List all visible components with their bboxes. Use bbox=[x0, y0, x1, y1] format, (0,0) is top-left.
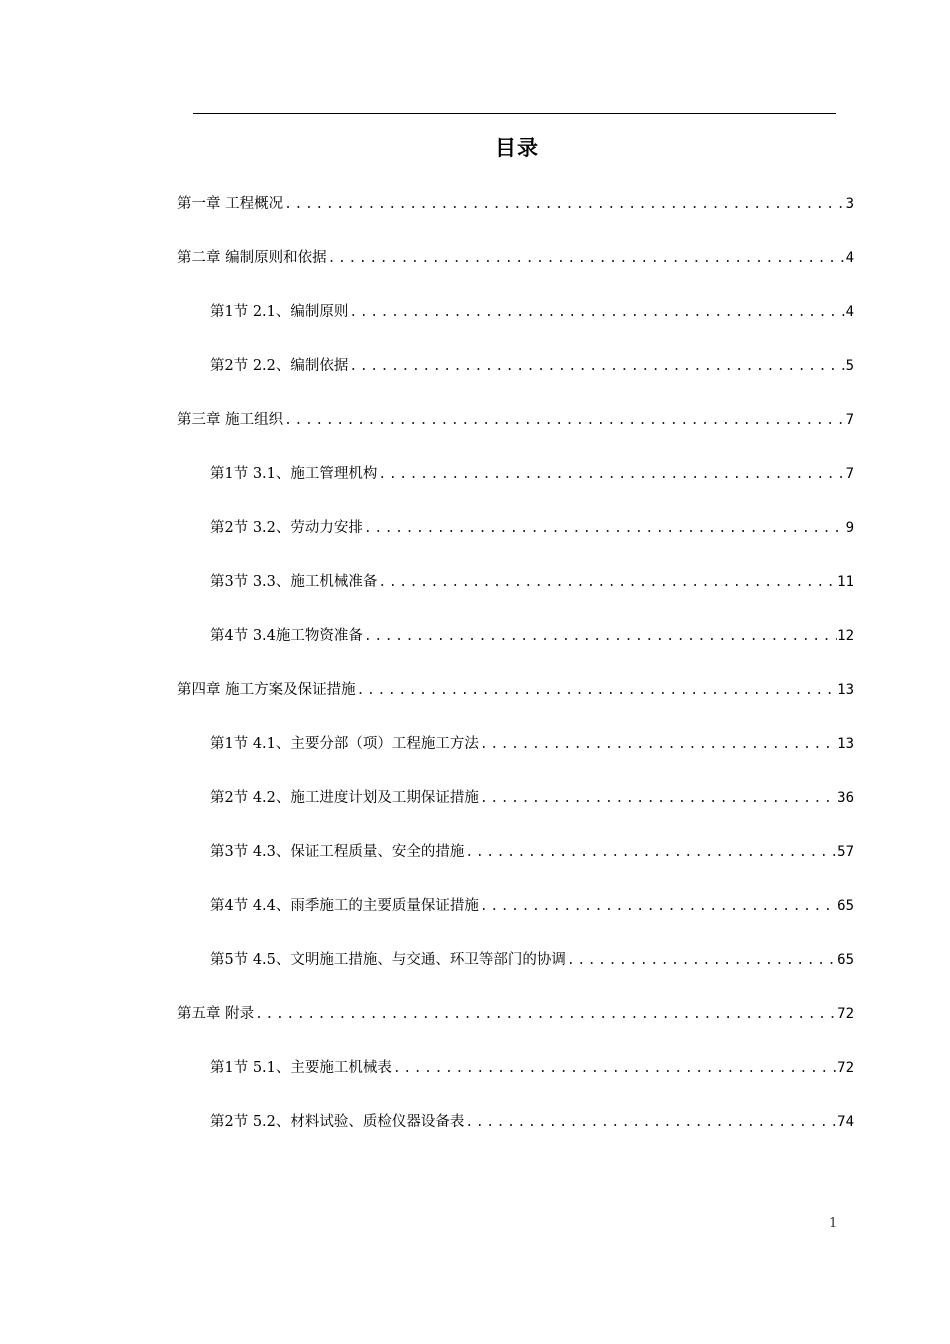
toc-entry-label: 第4节 3.4施工物资准备 bbox=[210, 628, 363, 644]
toc-dot-leader bbox=[283, 194, 845, 216]
toc-entry-page: 72 bbox=[837, 1006, 854, 1022]
toc-dot-leader bbox=[348, 302, 845, 324]
toc-dot-leader bbox=[363, 518, 846, 540]
toc-entry-label: 第3节 3.3、施工机械准备 bbox=[210, 574, 378, 590]
toc-dot-leader bbox=[464, 1112, 837, 1134]
toc-entry-page: 5 bbox=[845, 358, 854, 374]
toc-dot-leader bbox=[377, 464, 845, 486]
toc-entry-label: 第1节 3.1、施工管理机构 bbox=[210, 466, 378, 482]
toc-dot-leader bbox=[392, 1058, 837, 1080]
toc-entry-section-3-1[interactable] bbox=[210, 463, 854, 485]
toc-dot-leader bbox=[327, 248, 846, 270]
page-title: 目录 bbox=[495, 136, 539, 160]
toc-entry-page: 7 bbox=[845, 466, 854, 482]
toc-entry-label: 第三章 施工组织 bbox=[177, 412, 284, 428]
toc-entry-label: 第5节 4.5、文明施工措施、与交通、环卫等部门的协调 bbox=[210, 952, 566, 968]
toc-entry-chapter-1[interactable] bbox=[177, 193, 854, 215]
toc-entry-section-3-3[interactable] bbox=[210, 571, 854, 593]
toc-dot-leader bbox=[363, 626, 837, 648]
toc-entry-section-4-3[interactable] bbox=[210, 841, 854, 863]
toc-entry-page: 36 bbox=[837, 790, 854, 806]
toc-entry-page: 12 bbox=[837, 628, 854, 644]
toc-dot-leader bbox=[283, 410, 845, 432]
toc-entry-section-5-2[interactable] bbox=[210, 1111, 854, 1133]
toc-entry-label: 第3节 4.3、保证工程质量、安全的措施 bbox=[210, 844, 465, 860]
toc-dot-leader bbox=[479, 788, 837, 810]
toc-entry-page: 7 bbox=[845, 412, 854, 428]
toc-entry-page: 4 bbox=[845, 304, 854, 320]
toc-dot-leader bbox=[464, 842, 837, 864]
toc-entry-page: 4 bbox=[845, 250, 854, 266]
toc-entry-page: 9 bbox=[845, 520, 854, 536]
toc-entry-section-2-1[interactable] bbox=[210, 301, 854, 323]
toc-dot-leader bbox=[479, 896, 837, 918]
toc-dot-leader bbox=[356, 680, 838, 702]
toc-dot-leader bbox=[479, 734, 837, 756]
toc-entry-page: 13 bbox=[837, 682, 854, 698]
page-number: 1 bbox=[829, 1216, 838, 1231]
toc-entry-label: 第2节 3.2、劳动力安排 bbox=[210, 520, 363, 536]
toc-entry-label: 第1节 4.1、主要分部（项）工程施工方法 bbox=[210, 736, 479, 752]
toc-entry-page: 74 bbox=[837, 1114, 854, 1130]
toc-entry-label: 第二章 编制原则和依据 bbox=[177, 250, 327, 266]
toc-entry-page: 65 bbox=[837, 952, 854, 968]
toc-entry-section-4-4[interactable] bbox=[210, 895, 854, 917]
toc-entry-page: 13 bbox=[837, 736, 854, 752]
toc-entry-section-4-2[interactable] bbox=[210, 787, 854, 809]
toc-entry-chapter-2[interactable] bbox=[177, 247, 854, 269]
toc-entry-page: 65 bbox=[837, 898, 854, 914]
toc-entry-label: 第2节 5.2、材料试验、质检仪器设备表 bbox=[210, 1114, 465, 1130]
toc-entry-label: 第四章 施工方案及保证措施 bbox=[177, 682, 356, 698]
toc-entry-chapter-4[interactable] bbox=[177, 679, 854, 701]
toc-entry-section-5-1[interactable] bbox=[210, 1057, 854, 1079]
toc-entry-page: 72 bbox=[837, 1060, 854, 1076]
toc-entry-chapter-5[interactable] bbox=[177, 1003, 854, 1025]
toc-entry-label: 第2节 2.2、编制依据 bbox=[210, 358, 349, 374]
toc-entry-page: 3 bbox=[845, 196, 854, 212]
header-rule bbox=[193, 113, 836, 114]
toc-entry-label: 第2节 4.2、施工进度计划及工期保证措施 bbox=[210, 790, 479, 806]
toc-entry-label: 第1节 5.1、主要施工机械表 bbox=[210, 1060, 392, 1076]
toc-entry-label: 第五章 附录 bbox=[177, 1006, 255, 1022]
toc-entry-section-2-2[interactable] bbox=[210, 355, 854, 377]
toc-dot-leader bbox=[348, 356, 845, 378]
toc-entry-section-3-2[interactable] bbox=[210, 517, 854, 539]
toc-entry-label: 第1节 2.1、编制原则 bbox=[210, 304, 349, 320]
toc-entry-page: 11 bbox=[837, 574, 854, 590]
toc-entry-section-3-4[interactable] bbox=[210, 625, 854, 647]
toc-dot-leader bbox=[377, 572, 837, 594]
toc-dot-leader bbox=[254, 1004, 837, 1026]
toc-entry-section-4-1[interactable] bbox=[210, 733, 854, 755]
toc-entry-label: 第一章 工程概况 bbox=[177, 196, 284, 212]
toc-entry-page: 57 bbox=[837, 844, 854, 860]
toc-entry-section-4-5[interactable] bbox=[210, 949, 854, 971]
toc-entry-chapter-3[interactable] bbox=[177, 409, 854, 431]
toc-dot-leader bbox=[566, 950, 837, 972]
toc-entry-label: 第4节 4.4、雨季施工的主要质量保证措施 bbox=[210, 898, 479, 914]
